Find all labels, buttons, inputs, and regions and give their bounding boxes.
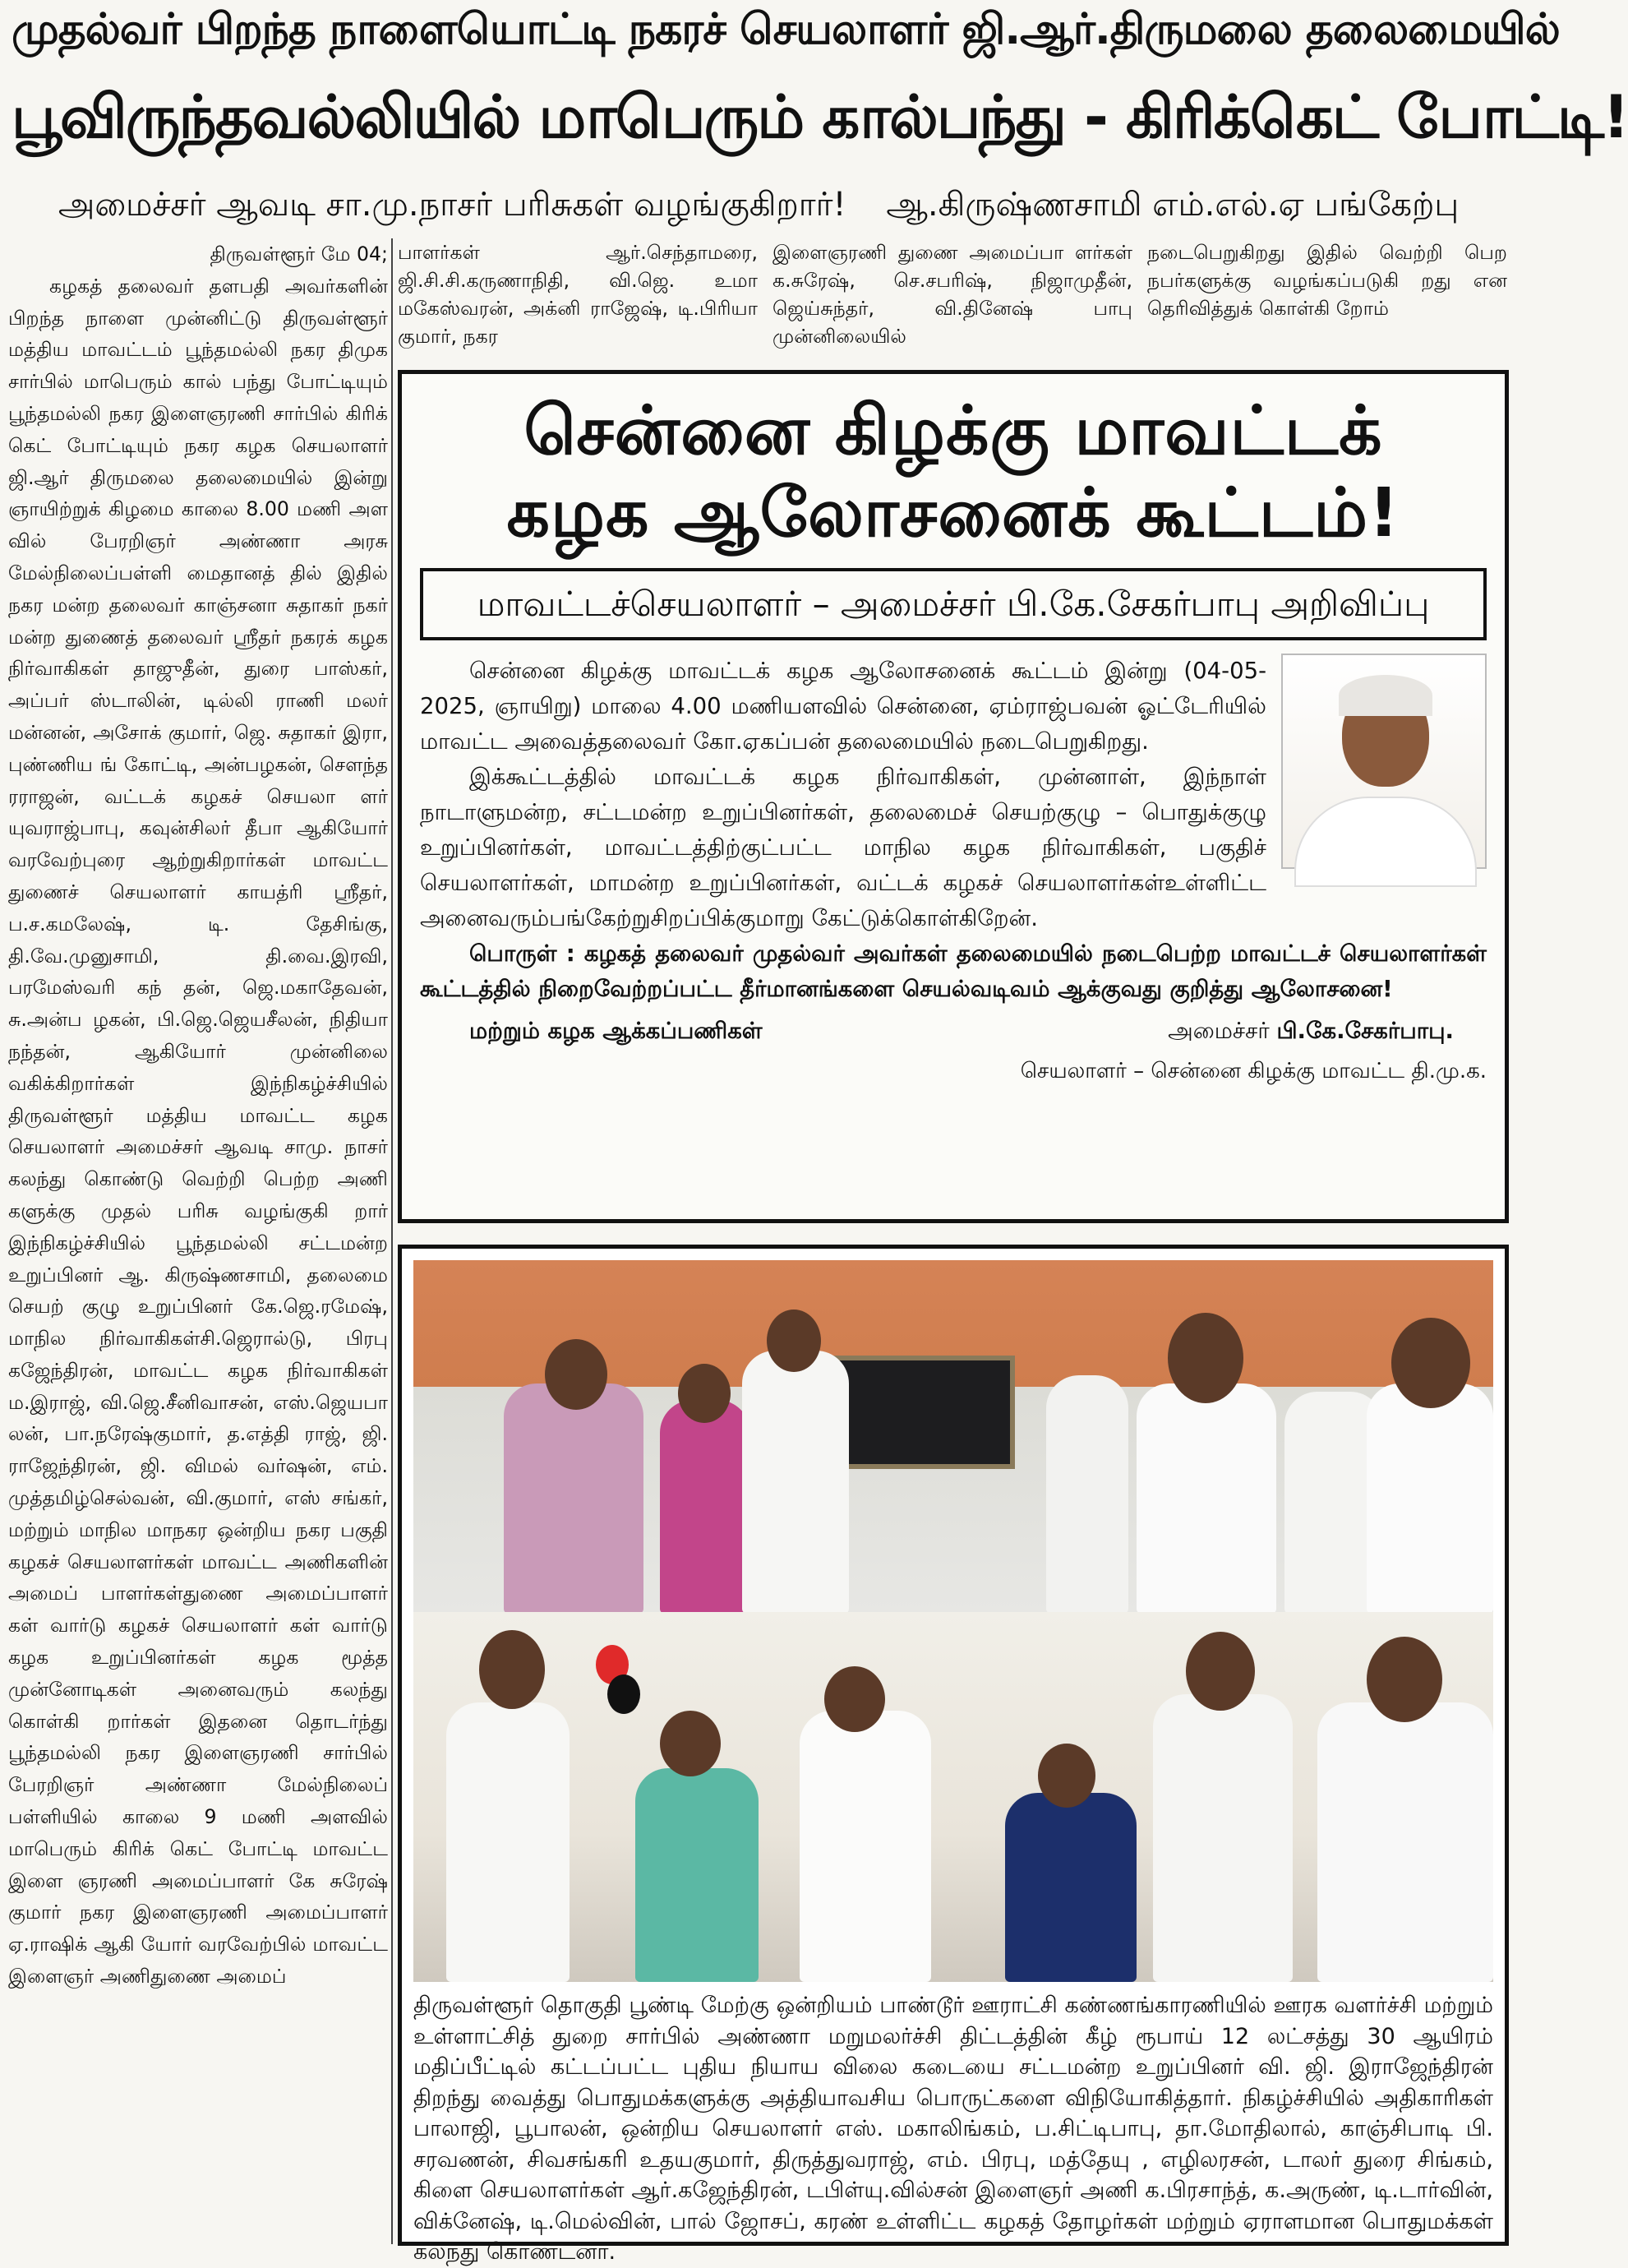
sub-headline-left: அமைச்சர் ஆவடி சா.மு.நாசர் பரிசுகள் வழங்குகிறார்!	[58, 186, 846, 224]
person-figure	[1005, 1793, 1137, 1982]
person-head	[660, 1711, 721, 1776]
left-article-body: கழகத் தலைவர் தளபதி அவர்களின் பிறந்த நாளை முன்னிட்டு திருவள்ளூர் மத்திய மாவட்டம் பூந்தமல்லி நகர திமுக சார்பில் மாபெரும் கால் பந்து போட்டியும் பூந்தமல்லி நகர இளைஞரணி சார்பில் கிரிக் கெட் போட்டியும் நகர கழக செயலாளர் ஜி.ஆர் திருமலை தலைமையில் இன்று ஞாயிற்றுக் கிழமை காலை 8.00 மணி அள வில் பேரறிஞர் அண்ணா அரசு மேல்நிலைப்பள்ளி மைதானத் தில் இதில் நகர மன்ற தலைவர் காஞ்சனா சுதாகர் நகர் மன்ற துணைத் தலைவர் ஸ்ரீதர் நகரக் கழக நிர்வாகிகள் தாஜுதீன், துரை பாஸ்கர், அப்பர் ஸ்டாலின், டில்லி ராணி மலர் மன்னன், அசோக் குமார், ஜெ. சுதாகர் இரா, புண்ணிய ங் கோட்டி, அன்பழகன், சௌந்த ரராஜன், வட்டக் கழகச் செயலா ளர் யுவராஜ்பாபு, கவுன்சிலர் தீபா ஆகியோர் வரவேற்புரை ஆற்றுகிறார்கள் மாவட்ட துணைச் செயலாளர் காயத்ரி ஸ்ரீதர், ப.ச.கமலேஷ், டி. தேசிங்கு, தி.வே.முனுசாமி, தி.வை.இரவி, பரமேஸ்வரி கந் தன், ஜெ.மகாதேவன், சு.அன்ப ழகன், பி.ஜெ.ஜெயசீலன், நிதியா நந்தன், ஆகியோர் முன்னிலை வகிக்கிறார்கள் இந்நிகழ்ச்சியில் திருவள்ளூர் மத்திய மாவட்ட கழக செயலாளர் அமைச்சர் ஆவடி சாமு. நாசர் கலந்து கொண்டு வெற்றி பெற்ற அணி களுக்கு முதல் பரிசு வழங்குகி றார் இந்நிகழ்ச்சியில் பூந்தமல்லி சட்டமன்ற உறுப்பினர் ஆ. கிருஷ்ணசாமி, தலைமை செயற் குழு உறுப்பினர் கே.ஜெ.ரமேஷ், மாநில நிர்வாகிகள்சி.ஜெரால்டு, பிரபு கஜேந்திரன், மாவட்ட கழக நிர்வாகிகள் ம.இராஜ், வி.ஜெ.சீனிவாசன், எஸ்.ஜெயபா லன், பா.நரேஷ்குமார், த.எத்தி ராஜ், ஜி. ராஜேந்திரன், ஜி. விமல் வர்ஷன், எம். முத்தமிழ்செல்வன், வி.குமார், எஸ் சங்கர், மற்றும் மாநில மாநகர ஒன்றிய நகர பகுதி கழகச் செயலாளர்கள் மாவட்ட அணிகளின் அமைப் பாளர்கள்துணை அமைப்பாளர் கள் வார்டு கழகச் செயலாளர் கள் வார்டு கழக உறுப்பினர்கள் கழக மூத்த முன்னோடிகள் அனைவரும் கலந்து கொள்கி றார்கள் இதனை தொடர்ந்து பூந்தமல்லி நகர இளைஞரணி சார்பில் பேரறிஞர் அண்ணா மேல்நிலைப் பள்ளியில் காலை 9 மணி அளவில் மாபெரும் கிரிக் கெட் போட்டி மாவட்ட இளை ஞரணி அமைப்பாளர் கே சுரேஷ் குமார் நகர இளைஞரணி அமைப்பாளர் ஏ.ராஷிக் ஆகி யோர் வரவேற்பில் மாவட்ட இளைஞர் அணிதுணை அமைப்	[8, 274, 388, 1989]
notice-subtitle: மாவட்டச்செயலாளர் – அமைச்சர் பி.கே.சேகர்பாபு அறிவிப்பு	[420, 568, 1487, 640]
signature-prefix: அமைச்சர்	[1168, 1018, 1270, 1044]
person-figure	[1367, 1383, 1493, 1614]
person-figure	[800, 1711, 931, 1982]
continued-col-3: நடைபெறுகிறது இதில் வெற்றி பெற நபர்களுக்கு வழங்கப்படுகி றது என தெரிவித்துக் கொள்கி றோம்	[1147, 241, 1507, 320]
person-head	[1168, 1313, 1243, 1403]
agenda-tail: மற்றும் கழக ஆக்கப்பணிகள்	[469, 1018, 763, 1044]
notice-body	[420, 654, 1487, 1213]
continued-col-2: இளைஞரணி துணை அமைப்பா ளர்கள் க.சுரேஷ், செ.சபரிஷ், நிஜாமுதீன், ஜெய்சுந்தர், வி.தினேஷ் பாபு முன்னிலையில்	[772, 241, 1132, 348]
person-head	[678, 1364, 731, 1423]
balloon-decoration	[607, 1674, 640, 1714]
signature-row	[420, 1014, 1487, 1049]
signature-title: செயலாளர் – சென்னை கிழக்கு மாவட்ட தி.மு.க.	[1020, 1059, 1487, 1083]
main-headline: பூவிருந்தவல்லியில் மாபெரும் கால்பந்து - கிரிக்கெட் போட்டி!	[12, 82, 1628, 151]
person-figure	[446, 1702, 570, 1982]
photo-plaque-unveiling	[413, 1260, 1493, 1612]
signature-name: பி.கே.சேகர்பாபு.	[1276, 1018, 1454, 1044]
continued-article	[398, 238, 1507, 362]
photo-caption: திருவள்ளூர் தொகுதி பூண்டி மேற்கு ஒன்றியம் பாண்டூர் ஊராட்சி கண்ணங்காரணியில் ஊரக வளர்ச்சி மற்றும் உள்ளாட்சித் துறை சார்பில் அண்ணா மறுமலர்ச்சி திட்டத்தின் கீழ் ரூபாய் 12 லட்சத்து 30 ஆயிரம் மதிப்பீட்டில் கட்டப்பட்ட புதிய நியாய விலை கடையை சட்டமன்ற உறுப்பினர் வி. ஜி. இராஜேந்திரன் திறந்து வைத்து பொதுமக்களுக்கு அத்தியாவசிய பொருட்களை விநியோகித்தார். நிகழ்ச்சியில் அதிகாரிகள் பாலாஜி, பூபாலன், ஒன்றிய செயலாளர் எஸ். மகாலிங்கம், ப.சிட்டிபாபு, தா.மோதிலால், காஞ்சிபாடி பி. சரவணன், சிவசங்கரி உதயகுமார், திருத்துவராஜ், எம். பிரபு, மத்தேயு , எழிலரசன், டாலர் துரை சிங்கம், கிளை செயலாளர்கள் ஆர்.கஜேந்திரன், டபிள்யு.வில்சன் இளைஞர் அணி க.பிரசாந்த், க.அருண், டி.டார்வின், விக்னேஷ், டி.மெல்வின், பால் ஜோசப், கரண் உள்ளிட்ட கழகத் தோழர்கள் மற்றும் ஏராளமான பொதுமக்கள் கலந்து கொண்டனர்.	[413, 1993, 1493, 2265]
person-figure	[1046, 1375, 1128, 1614]
sub-headline-right: ஆ.கிருஷ்ணசாமி எம்.எல்.ஏ பங்கேற்பு	[886, 186, 1460, 224]
notice-para-1: சென்னை கிழக்கு மாவட்டக் கழக ஆலோசனைக் கூட்டம் இன்று (04-05-2025, ஞாயிறு) மாலை 4.00 மணியளவில் சென்னை, ஏம்ராஜ்பவன் ஓட்டேரியில் மாவட்ட அவைத்தலைவர் கோ.ஏகப்பன் தலைமையில் நடைபெறுகிறது.	[420, 658, 1266, 755]
portrait-hair	[1339, 675, 1432, 716]
person-figure	[1153, 1694, 1293, 1982]
person-head	[545, 1339, 607, 1410]
sub-headline	[12, 186, 1506, 237]
left-article-column	[8, 238, 388, 2244]
person-figure	[1137, 1383, 1276, 1614]
person-figure	[635, 1768, 759, 1982]
kicker-headline: முதல்வர் பிறந்த நாளையொட்டி நகரச் செயலாளர் ஜி.ஆர்.திருமலை தலைமையில்	[12, 5, 1560, 54]
person-head	[1367, 1637, 1442, 1722]
signature	[1168, 1014, 1487, 1049]
column-divider	[391, 238, 393, 2244]
notice-title	[402, 390, 1505, 555]
notice-title-line2: கழக ஆலோசனைக் கூட்டம்!	[506, 474, 1400, 552]
portrait-shirt	[1294, 797, 1477, 887]
notice-para-2: இக்கூட்டத்தில் மாவட்டக் கழக நிர்வாகிகள், முன்னாள், இந்நாள் நாடாளுமன்ற, சட்டமன்ற உறுப்பினர்கள், தலைமைச் செயற்குழு – பொதுக்குழு உறுப்பினர்கள், மாவட்டத்திற்குட்பட்ட மாநில கழக நிர்வாகிகள், பகுதிச் செயலாளர்கள், மாமன்ற உறுப்பினர்கள், வட்டக் கழகச் செயலாளர்கள்உள்ளிட்ட அனைவரும்பங்கேற்றுசிறப்பிக்குமாறு கேட்டுக்கொள்கிறேன்.	[420, 764, 1266, 931]
photo-ration-shop-opening	[413, 1612, 1493, 1982]
person-head	[1186, 1632, 1255, 1711]
person-head	[824, 1666, 885, 1732]
person-head	[767, 1310, 821, 1372]
notice-title-line1: சென்னை கிழக்கு மாவட்டக்	[523, 392, 1383, 470]
person-figure	[504, 1383, 643, 1614]
continued-col-1: பாளர்கள் ஆர்.செந்தாமரை, ஜி.சி.சி.கருணாநிதி, வி.ஜெ. உமா மகேஸ்வரன், அக்னி ராஜேஷ், டி.பிரியா குமார், நகர	[398, 241, 758, 348]
portrait-photo	[1281, 654, 1487, 869]
dateline: திருவள்ளூர் மே 04;	[210, 243, 388, 266]
notice-agenda: பொருள் : கழகத் தலைவர் முதல்வர் அவர்கள் தலைமையில் நடைபெற்ற மாவட்டச் செயலாளர்கள் கூட்டத்தில் நிறைவேற்றப்பட்ட தீர்மானங்களை செயல்வடிவம் ஆக்குவது குறித்து ஆலோசனை!	[420, 940, 1487, 1002]
person-head	[479, 1630, 545, 1709]
notice-box	[398, 370, 1509, 1223]
person-figure	[660, 1400, 750, 1614]
person-head	[1038, 1744, 1095, 1808]
person-figure	[1317, 1702, 1493, 1982]
photo-block	[398, 1245, 1509, 2265]
person-figure	[742, 1351, 849, 1614]
person-head	[1391, 1318, 1470, 1408]
inauguration-plaque	[821, 1356, 1015, 1469]
